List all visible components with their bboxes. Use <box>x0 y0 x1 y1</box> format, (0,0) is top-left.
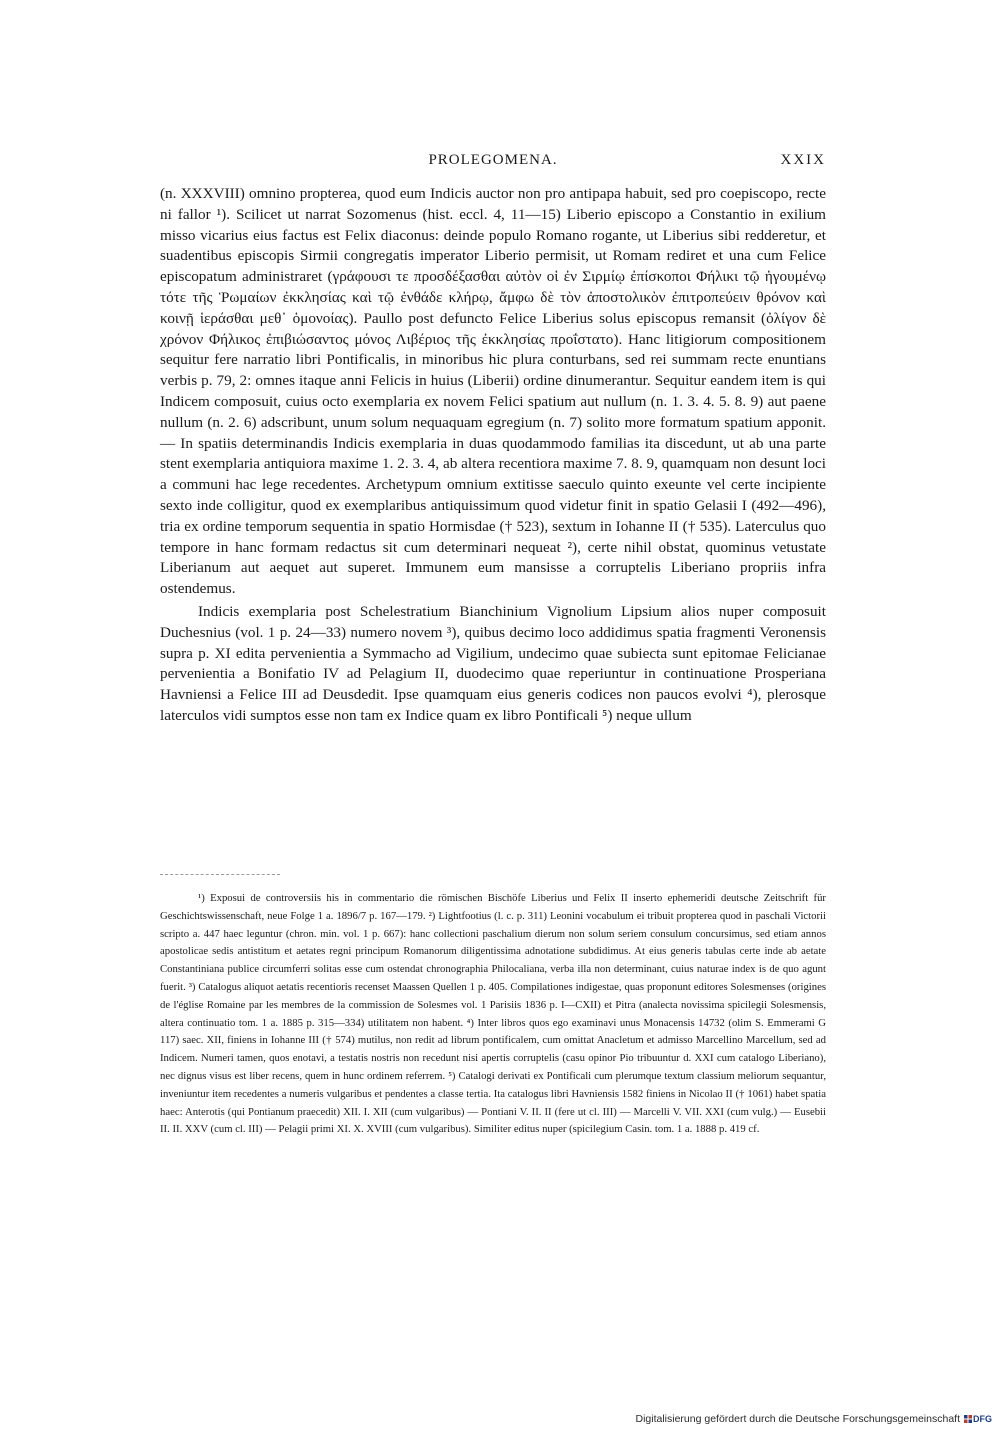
credit-text: Digitalisierung gefördert durch die Deutsche Forschungsgemeinschaft <box>635 1413 960 1425</box>
digitization-credit <box>635 1413 992 1425</box>
page-number: XXIX <box>780 152 826 168</box>
footnotes <box>160 890 826 1139</box>
running-title: PROLEGOMENA. <box>428 152 558 168</box>
dfg-logo <box>964 1414 992 1424</box>
dfg-logo-text: DFG <box>973 1414 992 1424</box>
body-paragraph: Indicis exemplaria post Schelestratium Bianchinium Vignolium Lipsium alios nuper composuit Duchesnius (vol. 1 p. 24—33) numero novem ³), quibus decimo loco addidimus spatia fragmenti Veronensis supra p. XI edita pervenientia a Symmacho ad Vigilium, undecimo quae subiecta sunt epitomae Felicianae pervenientia a Bonifatio IV ad Pelagium II, duodecimo quae reperiuntur in continuatione Prosperiana Havniensi a Felice III ad Deusdedit. Ipse quamquam eius generis codices non paucos evolvi ⁴), plerosque laterculos vidi sumptos esse non tam ex Indice quam ex libro Pontificali ⁵) neque ullum <box>160 602 826 724</box>
main-text <box>160 184 826 727</box>
footnote-text: ¹) Exposui de controversiis his in commentario die römischen Bischöfe Liberius und Felix II inserto ephemeridi deutsche Zeitschrift für Geschichtswissenschaft, neue Folge 1 a. 1896/7 p. 167—179. ²) Lightfootius (l. c. p. 311) Leonini vocabulum ei tribuit propterea quod in paschali Victorii scripto a. 447 haec leguntur (chron. min. vol. 1 p. 667): hanc collectioni paschalium dierum non solum seriem consulum concursimus, sed etiam annos apostolicae sedis antistitum et aetates regni principum Romanorum diligentissima adnotatione subdidimus. At eius generis tabulas certe inde ab aetate Constantiniana publice circumferri solitas esse cum ostendat chronographia Philocaliana, verba illa non determinant, cuius naturae index is de quo agunt fuerit. ³) Catalogus aliquot aetatis recentioris recenset Maassen Quellen 1 p. 405. Compilationes indigestae, quas proponunt editores Solesmenses (origines de l'église Romaine par les membres de la commission de Solesmes vol. 1 Parisiis 1836 p. I—CXII) et Pitra (analecta novissima spicilegii Solesmensis, altera continuatio tom. 1 a. 1885 p. 315—334) utilitatem non habent. ⁴) Inter libros quos ego examinavi unus Monacensis 14732 (olim S. Emmerami G 117) saec. XII, finiens in Iohanne III († 574) mutilus, non redit ad librum pontificalem, cum omittat Anacletum et admisso Marcellino Marcellum, sed ad Indicem. Numeri tamen, quos enotavi, a testatis nostris non recedunt nisi apertis corruptelis (casu opinor Pio tribuuntur d. XXI cum catalogo Liberiano), nec dignus visus est liber recens, quem in hunc ordinem referrem. ⁵) Catalogi derivati ex Pontificali cum plerumque textum classium meliorum sequantur, inveniuntur item recedentes a numeris vulgaribus et pendentes a classe tertia. Ita catalogus libri Havniensis 1582 finiens in Nicolao II († 1061) habet spatia haec: Anterotis (qui Pontianum praecedit) XII. I. XII (cum vulgaribus) — Pontiani V. II. II (fere ut cl. III) — Marcelli V. VII. XXI (cum vulg.) — Eusebii II. II. XXV (cum cl. III) — Pelagii primi XI. X. XVIII (cum vulgaribus). Similiter editus nuper (spicilegium Casin. tom. 1 a. 1888 p. 419 cf. <box>160 892 826 1136</box>
dfg-mark-icon <box>964 1415 972 1423</box>
footnote-separator <box>160 874 280 875</box>
running-header <box>160 152 826 174</box>
body-paragraph: (n. XXXVIII) omnino propterea, quod eum Indicis auctor non pro antipapa habuit, sed pro coepiscopo, recte ni fallor ¹). Scilicet ut narrat Sozomenus (hist. eccl. 4, 11—15) Liberio episcopo a Constantio in exilium misso vicarius eius factus est Felix diaconus: deinde populo Romano rogante, ut Liberius sibi redderetur, et suadentibus episcopis Sirmii congregatis imperator Liberio permisit, ut Romam rediret et una cum Felice episcopatum administraret (γράφουσι τε προσδέξασθαι αὐτὸν οἱ ἐν Σιρμίῳ ἐπίσκοποι Φήλικι τῷ ἡγουμένῳ τότε τῆς Ῥωμαίων ἐκκλησίας καὶ τῷ ἐνθάδε κλήρῳ, ἄμφω δὲ τὸν ἀποστολικὸν ἐπιτροπεύειν θρόνον καὶ κοινῇ ἱεράσθαι μεθ᾽ ὁμονοίας). Paullo post defuncto Felice Liberius solus episcopus remansit (ὀλίγον δὲ χρόνον Φήλικος ἐπιβιώσαντος μόνος Λιβέριος τῆς ἐκκλησίας προΐστατο). Hanc litigiorum compositionem sequitur fere narratio libri Pontificalis, in minoribus hic plura conturbans, sed rei summam recte enuntians verbis p. 79, 2: omnes itaque anni Felicis in huius (Liberii) ordine dinumerantur. Sequitur eandem item is qui Indicem composuit, cuius octo exemplaria ex novem Felici spatium aut nullum (n. 1. 3. 4. 5. 8. 9) aut paene nullum (n. 2. 6) adscribunt, unum solum nequaquam egregium (n. 7) solito more formatum spatium apponit. — In spatiis determinandis Indicis exemplaria in duas quodammodo familias ita discedunt, ut ab una parte stent exemplaria antiquiora maxime 1. 2. 3. 4, ab altera recentiora maxime 7. 8. 9, quamquam non desunt loci a communi hac lege recedentes. Archetypum omnium extitisse saeculo quinto exeunte vel certe incipiente sexto inde colligitur, quod ex exemplaribus antiquissimum quod videtur finit in spatio Gelasii I (492—496), tria ex ordine temporum sequentia in spatio Hormisdae († 523), sextum in Iohanne II († 535). Laterculus quo tempore in hanc formam redactus sit cum determinari nequeat ²), certe nihil obstat, quominus vetustate Liberianum aut aequet aut superet. Immunem eum mansisse a corruptelis Liberiano propriis infra ostendemus. <box>160 185 826 598</box>
